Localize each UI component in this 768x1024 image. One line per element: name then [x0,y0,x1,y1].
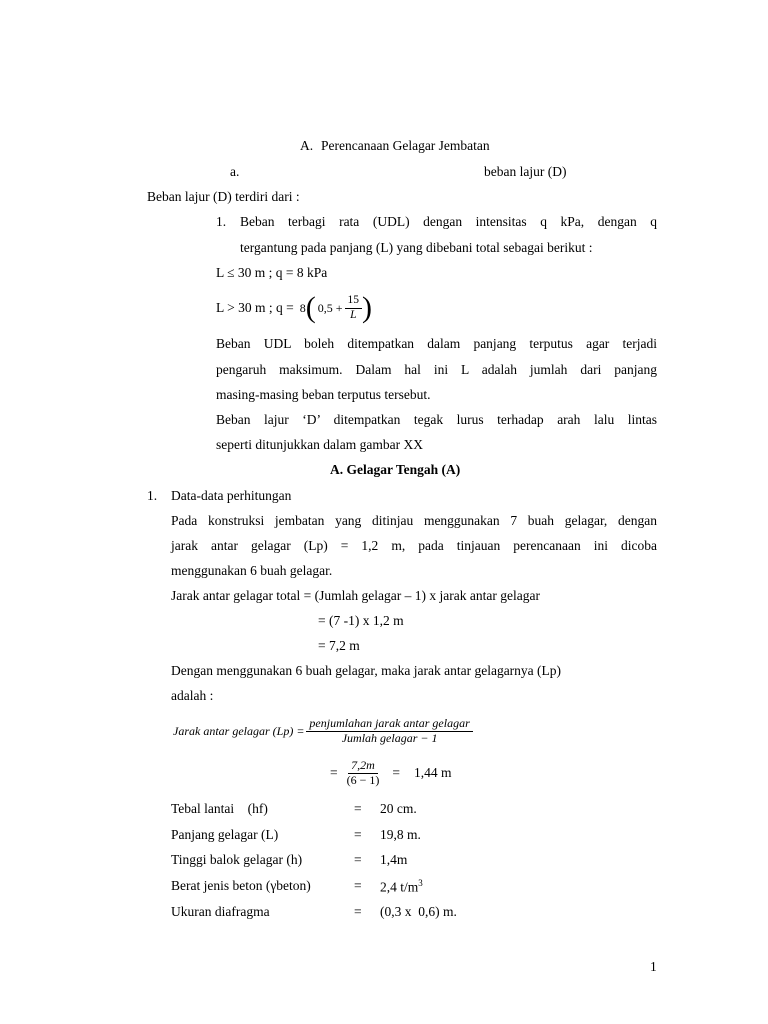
result-eq-sign: = [330,765,338,780]
list1-title: Data-data perhitungan [171,488,292,503]
result-denominator: (6 − 1) [346,772,380,787]
formula-lhs: Jarak antar gelagar (Lp) = [173,723,305,738]
spacing-formula [173,714,473,748]
data-row-eq: = [354,904,362,919]
calc-line2: = (7 -1) x 1,2 m [318,613,404,628]
density-exponent: 3 [418,878,423,888]
para3-line1: Pada konstruksi jembatan yang ditinjau menggunakan 7 buah gelagar, dengan [171,513,657,528]
para3-line2: jarak antar gelagar (Lp) = 1,2 m, pada tinjauan perencanaan ini dicoba [171,538,657,553]
data-row-value: 1,4m [380,852,408,867]
para1-line2: pengaruh maksimum. Dalam hal ini L adalah jumlah dari panjang [216,362,657,377]
left-paren: ( [305,291,316,324]
para4-line2: adalah : [171,688,214,703]
result-equation [330,755,452,791]
data-row-eq: = [354,827,362,842]
para4-line1: Dengan menggunakan 6 buah gelagar, maka jarak antar gelagarnya (Lp) [171,663,562,678]
result-value: 1,44 m [414,765,452,780]
equation-2-fraction [345,294,363,321]
density-value: 2,4 t/m [380,879,419,895]
data-row-value [380,878,423,896]
para1-line3: masing-masing beban terputus tersebut. [216,387,431,402]
result-eq-sign-2: = [392,765,401,780]
subheading-letter: a. [230,164,240,179]
heading-title: Perencanaan Gelagar Jembatan [321,138,490,153]
item1-line1: Beban terbagi rata (UDL) dengan intensitas q kPa, dengan q [240,214,657,229]
equation-2 [216,290,372,326]
item1-number: 1. [216,214,227,229]
result-numerator: 7,2m [348,759,378,774]
para3-line3: menggunakan 6 buah gelagar. [171,563,333,578]
para2-line2: seperti ditunjukkan dalam gambar XX [216,437,423,452]
equation-2-prefix: L > 30 m ; q = [216,300,294,315]
data-row-value: 20 cm. [380,801,417,816]
data-row-eq: = [354,878,362,893]
equation-2-denominator: L [350,308,357,321]
intro-text: Beban lajur (D) terdiri dari : [147,189,300,204]
equation-2-numerator: 15 [345,294,363,308]
subheading-title: beban lajur (D) [484,164,567,179]
data-row-value: (0,3 x 0,6) m. [380,904,457,919]
data-row-label: Tebal lantai (hf) [171,801,268,816]
result-fraction [344,759,383,788]
para2-line1: Beban lajur ‘D’ ditempatkan tegak lurus terhadap arah lalu lintas [216,412,657,427]
equation-1: L ≤ 30 m ; q = 8 kPa [216,265,328,280]
heading-letter: A. [300,138,314,153]
section-title: A. Gelagar Tengah (A) [330,462,461,477]
data-row-label: Panjang gelagar (L) [171,827,279,842]
calc-line1: Jarak antar gelagar total = (Jumlah gelagar – 1) x jarak antar gelagar [171,588,540,603]
para1-line1: Beban UDL boleh ditempatkan dalam panjang terputus agar terjadi [216,336,657,351]
formula-fraction [306,717,472,746]
equation-2-inner: 0,5 + [317,300,343,315]
data-row-eq: = [354,801,362,816]
right-paren: ) [362,291,373,324]
formula-numerator: penjumlahan jarak antar gelagar [306,717,472,732]
page-number: 1 [650,959,657,974]
item1-line2: tergantung pada panjang (L) yang dibebani total sebagai berikut : [240,240,593,255]
data-row-value: 19,8 m. [380,827,421,842]
calc-line3: = 7,2 m [318,638,360,653]
list1-number: 1. [147,488,158,503]
data-row-label: Tinggi balok gelagar (h) [171,852,303,867]
data-row-label: Berat jenis beton (γbeton) [171,878,311,893]
data-row-label: Ukuran diafragma [171,904,270,919]
data-row-eq: = [354,852,362,867]
formula-denominator: Jumlah gelagar − 1 [341,730,438,745]
equation-2-coef: 8 [299,300,306,315]
